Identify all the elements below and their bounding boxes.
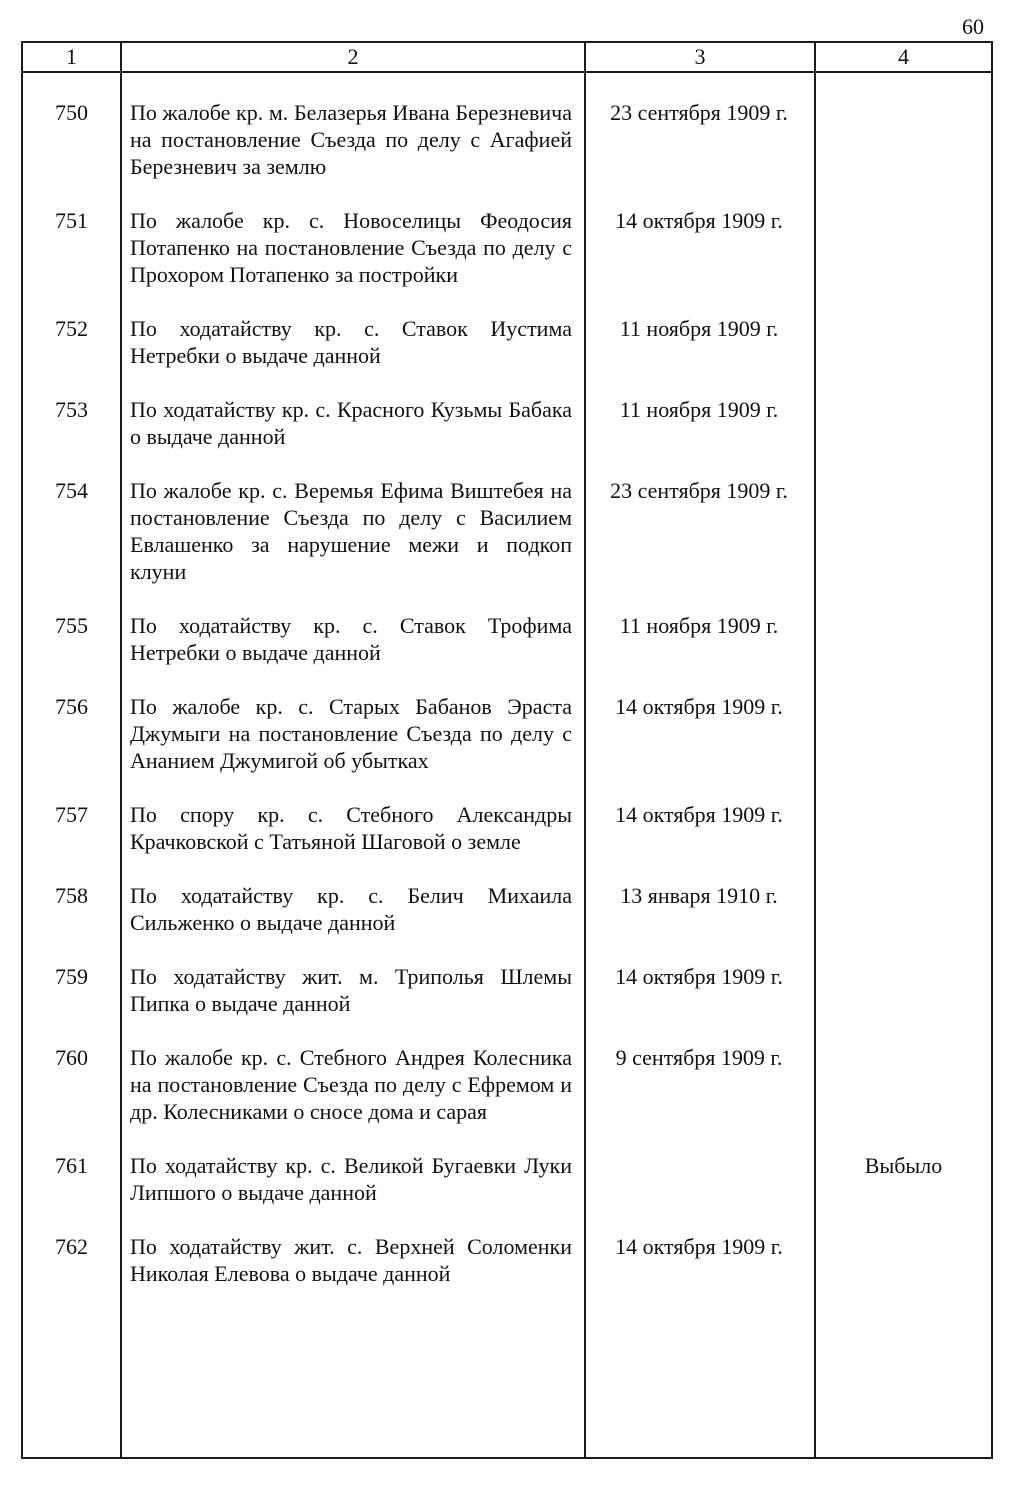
entry-date: 11 ноября 1909 г. <box>619 316 779 341</box>
entry-description: По жалобе кр. с. Старых Бабанов Эраста Джумыги на постановление Съезда по делу с Ананием Джумигой об убытках <box>130 694 572 773</box>
entry-description: По жалобе кр. с. Веремья Ефима Виштебея на постановление Съезда по делу с Василием Евлашенко за нарушение межи и подкоп клуни <box>130 478 572 584</box>
entry-description: По жалобе кр. с. Стебного Андрея Колесника на постановление Съезда по делу с Ефремом и др. Колесниками о сносе дома и сарая <box>130 1045 572 1124</box>
entry-note <box>814 882 993 936</box>
entry-note <box>814 99 993 180</box>
entry-note <box>814 693 993 774</box>
column-header-description: 2 <box>347 44 359 69</box>
header-divider <box>23 71 991 73</box>
entry-description: По жалобе кр. м. Белазерья Ивана Березневича на постановление Съезда по делу с Агафией Березневич за землю <box>130 100 572 179</box>
entry-number: 750 <box>55 100 88 125</box>
entry-description: По ходатайству жит. с. Верхней Соломенки Николая Елевова о выдаче данной <box>130 1234 572 1286</box>
entry-number: 760 <box>55 1045 88 1070</box>
entry-note <box>814 801 993 855</box>
table-row <box>23 693 991 774</box>
table-row <box>23 99 991 180</box>
entry-note: Выбыло <box>864 1153 943 1178</box>
entry-number: 753 <box>55 397 88 422</box>
table-row <box>23 882 991 936</box>
entry-description: По спору кр. с. Стебного Александры Крачковской с Татьяной Шаговой о земле <box>130 802 572 854</box>
entry-number: 752 <box>55 316 88 341</box>
table-row <box>23 1044 991 1125</box>
table-row <box>23 963 991 1017</box>
table-row <box>23 1152 991 1206</box>
entry-description: По ходатайству кр. с. Ставок Иустима Нетребки о выдаче данной <box>130 316 572 368</box>
register-table <box>21 41 993 1459</box>
table-row <box>23 612 991 666</box>
entry-number: 756 <box>55 694 88 719</box>
column-header-number: 1 <box>66 44 77 69</box>
entry-date: 14 октября 1909 г. <box>615 208 783 233</box>
entry-date: 13 января 1910 г. <box>620 883 778 908</box>
entry-date: 9 сентября 1909 г. <box>615 1045 783 1070</box>
entry-number: 757 <box>55 802 88 827</box>
entry-note <box>814 396 993 450</box>
table-row <box>23 396 991 450</box>
table-row <box>23 477 991 585</box>
entry-date: 14 октября 1909 г. <box>615 1234 783 1259</box>
entry-note <box>814 963 993 1017</box>
table-row <box>23 315 991 369</box>
entry-number: 754 <box>55 478 88 503</box>
entry-date: 11 ноября 1909 г. <box>619 613 779 638</box>
entry-number: 759 <box>55 964 88 989</box>
entry-note <box>814 477 993 585</box>
entry-number: 762 <box>55 1234 88 1259</box>
page-number: 60 <box>962 14 984 39</box>
table-row <box>23 207 991 288</box>
table-row <box>23 1233 991 1287</box>
entry-date: 11 ноября 1909 г. <box>619 397 779 422</box>
entry-number: 761 <box>55 1153 88 1178</box>
table-body <box>23 99 991 1287</box>
entry-date: 14 октября 1909 г. <box>615 964 783 989</box>
entry-description: По жалобе кр. с. Новоселицы Феодосия Потапенко на постановление Съезда по делу с Прохором Потапенко за постройки <box>130 208 572 287</box>
entry-date: 23 сентября 1909 г. <box>610 100 788 125</box>
entry-number: 755 <box>55 613 88 638</box>
entry-date: 14 октября 1909 г. <box>615 694 783 719</box>
table-row <box>23 801 991 855</box>
entry-description: По ходатайству кр. с. Красного Кузьмы Бабака о выдаче данной <box>130 397 572 449</box>
entry-description: По ходатайству жит. м. Триполья Шлемы Пипка о выдаче данной <box>130 964 572 1016</box>
entry-note <box>814 1233 993 1287</box>
entry-note <box>814 1044 993 1125</box>
entry-date: 14 октября 1909 г. <box>615 802 783 827</box>
entry-note <box>814 207 993 288</box>
entry-number: 751 <box>55 208 88 233</box>
column-header-date: 3 <box>694 44 706 69</box>
entry-description: По ходатайству кр. с. Ставок Трофима Нетребки о выдаче данной <box>130 613 572 665</box>
entry-number: 758 <box>55 883 88 908</box>
entry-note <box>814 315 993 369</box>
entry-note <box>814 612 993 666</box>
entry-description: По ходатайству кр. с. Белич Михаила Сильженко о выдаче данной <box>130 883 572 935</box>
entry-date <box>584 1152 814 1206</box>
column-header-note: 4 <box>898 44 909 69</box>
entry-description: По ходатайству кр. с. Великой Бугаевки Луки Липшого о выдаче данной <box>130 1153 572 1205</box>
entry-date: 23 сентября 1909 г. <box>610 478 788 503</box>
